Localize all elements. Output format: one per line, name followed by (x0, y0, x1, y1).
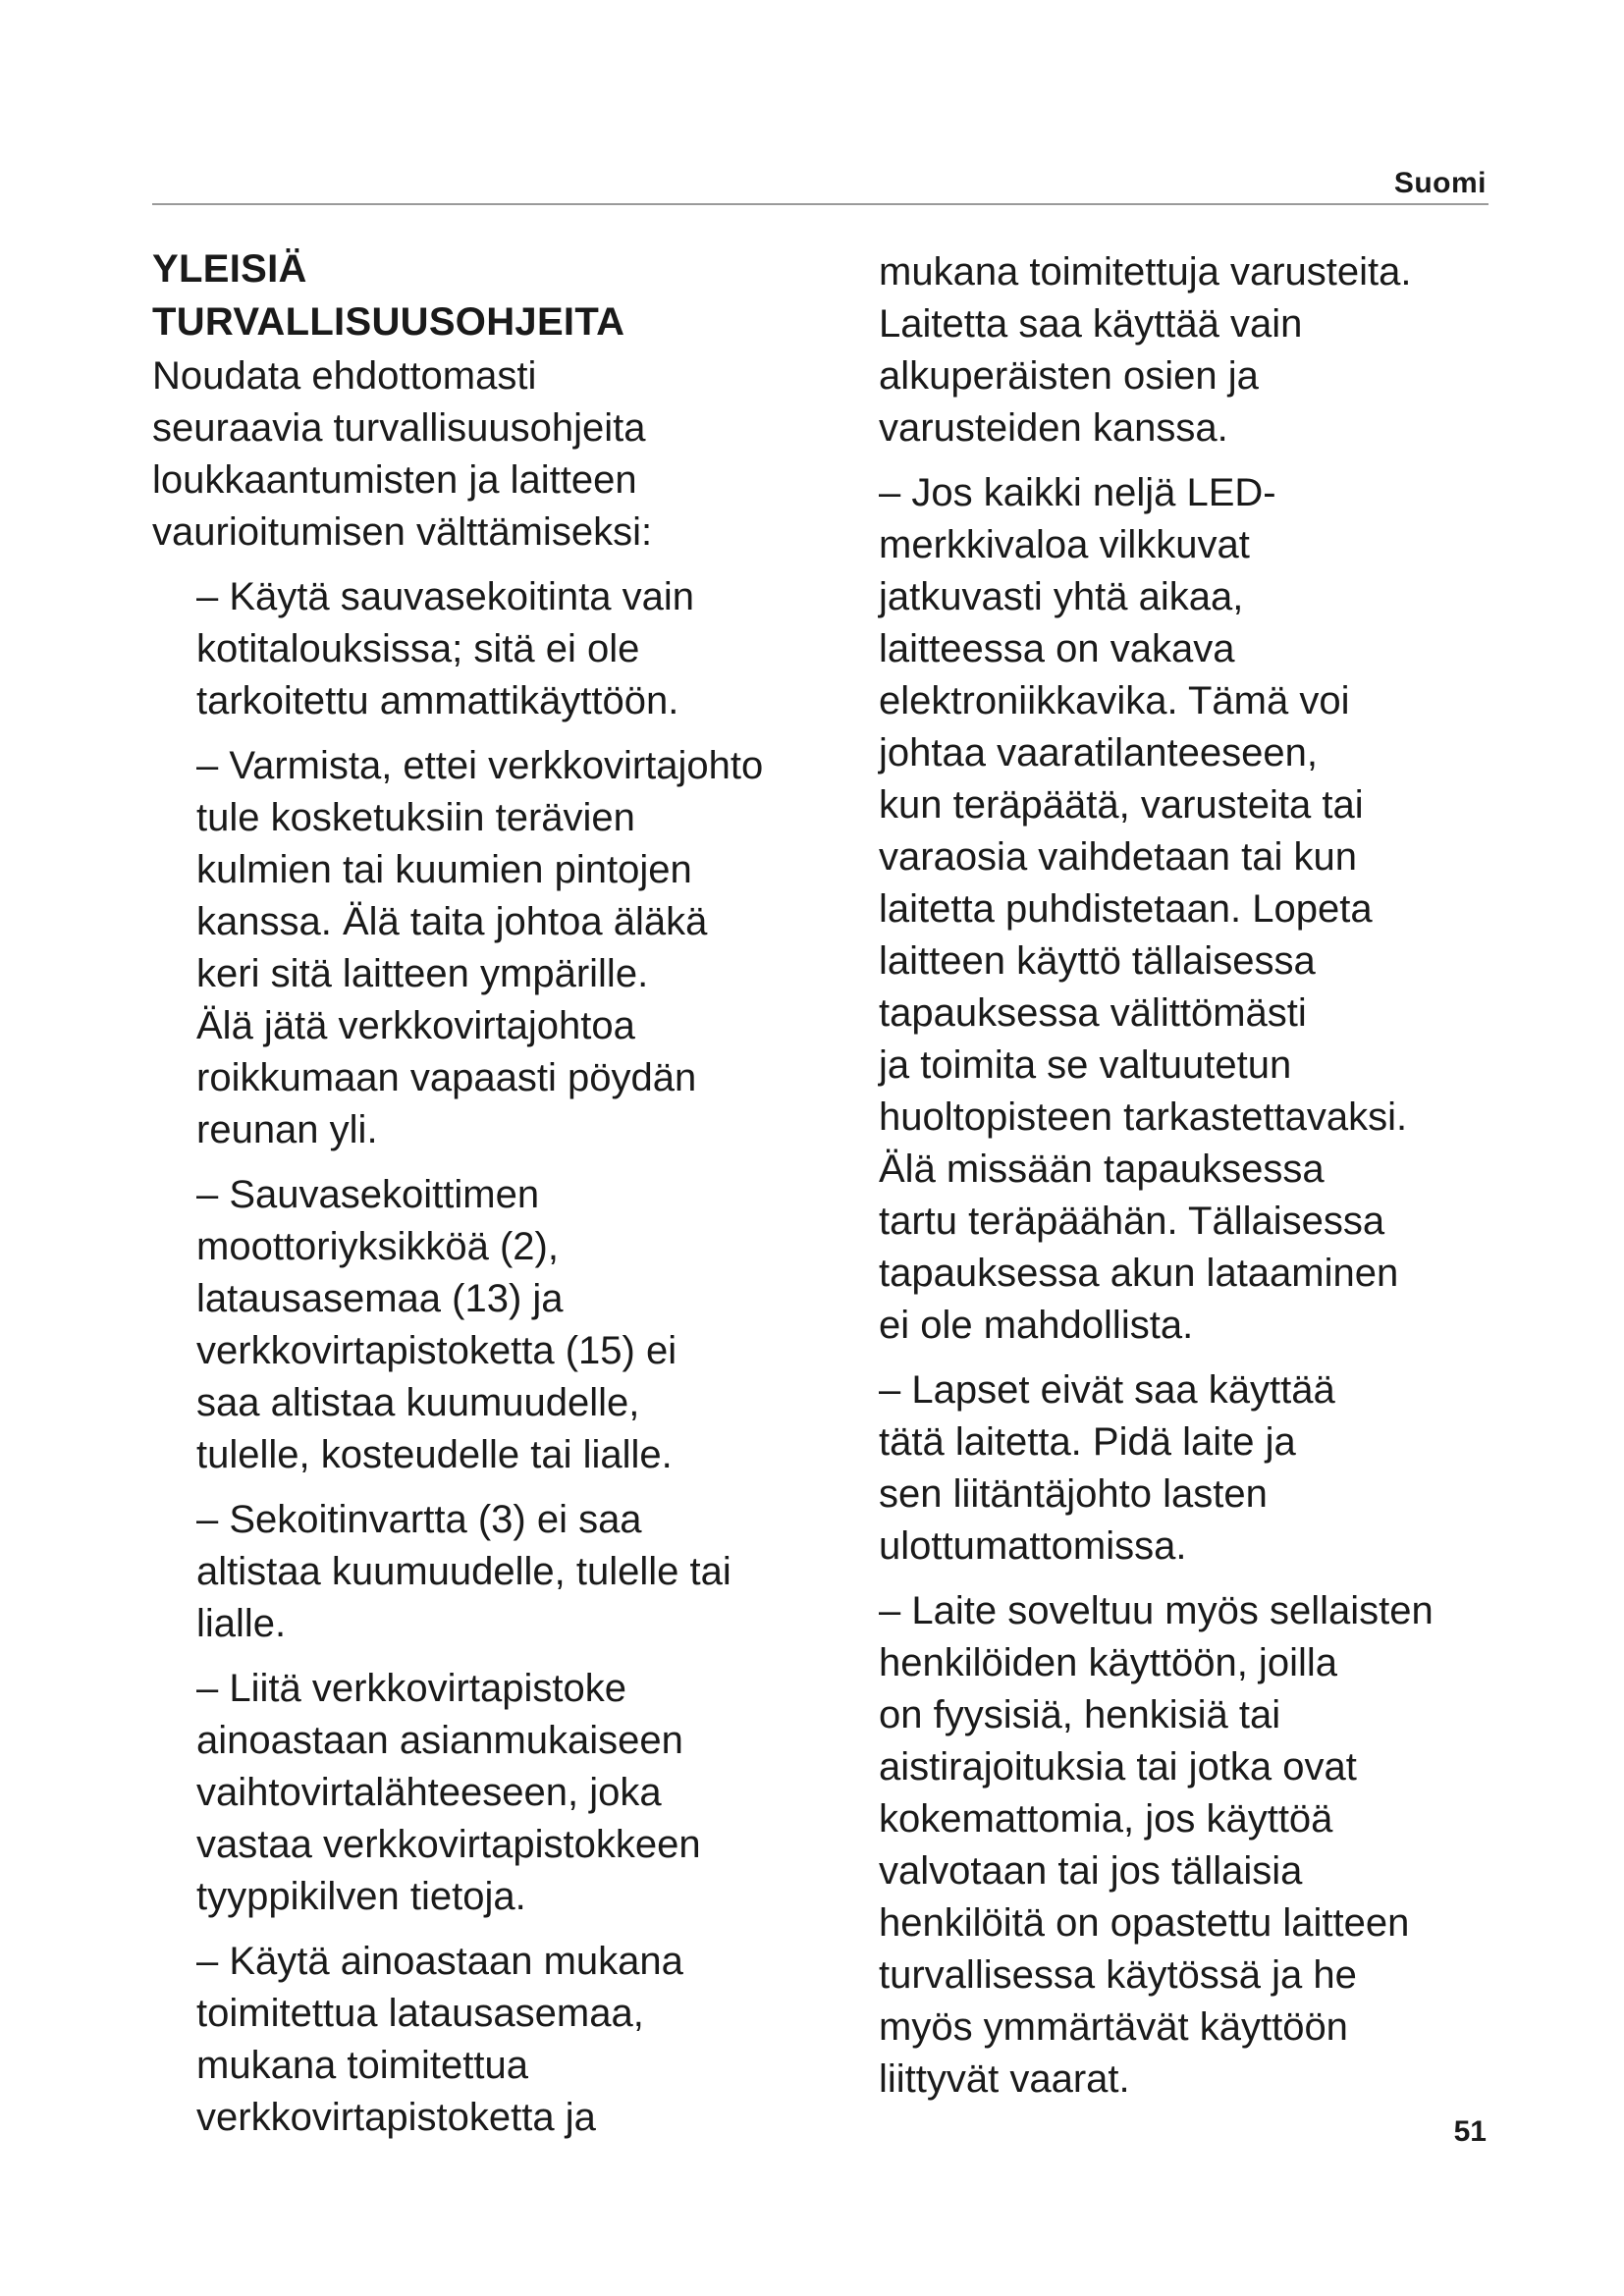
text-line: verkkovirtapistoketta (15) ei (196, 1329, 677, 1372)
text-line: vaurioitumisen välttämiseksi: (152, 510, 653, 554)
text-line: ainoastaan asianmukaiseen (196, 1719, 683, 1762)
safety-item (152, 1494, 839, 1650)
text-line: tartu teräpäähän. Tällaisessa (879, 1200, 1385, 1243)
text-line: laitteessa on vakava (879, 627, 1235, 670)
text-line: alkuperäisten osien ja (879, 354, 1259, 398)
text-line: kulmien tai kuumien pintojen (196, 848, 692, 891)
text-line: on fyysisiä, henkisiä tai (879, 1693, 1281, 1736)
text-line: – Liitä verkkovirtapistoke (196, 1667, 626, 1710)
safety-item (152, 571, 839, 727)
text-line: jatkuvasti yhtä aikaa, (879, 575, 1244, 618)
text-line: toimitettua latausasemaa, (196, 1992, 644, 2035)
text-line: aistirajoituksia tai jotka ovat (879, 1745, 1357, 1789)
text-line: seuraavia turvallisuusohjeita (152, 406, 646, 450)
text-line: vaihtovirtalähteeseen, joka (196, 1771, 662, 1814)
text-line: keri sitä laitteen ympärille. (196, 952, 649, 995)
text-line: henkilöitä on opastettu laitteen (879, 1901, 1410, 1945)
text-line: tule kosketuksiin terävien (196, 796, 635, 839)
intro-paragraph (152, 350, 839, 559)
text-line: tulelle, kosteudelle tai lialle. (196, 1433, 673, 1476)
text-line: turvallisessa käytössä ja he (879, 1953, 1357, 1997)
text-line: valvotaan tai jos tällaisia (879, 1849, 1303, 1893)
text-line: kanssa. Älä taita johtoa äläkä (196, 900, 708, 943)
text-line: sen liitäntäjohto lasten (879, 1472, 1268, 1516)
text-line: – Jos kaikki neljä LED- (879, 471, 1276, 514)
text-line: – Lapset eivät saa käyttää (879, 1368, 1335, 1412)
heading-line: TURVALLISUUSOHJEITA (152, 300, 625, 344)
section-heading (152, 242, 839, 348)
left-column (152, 242, 839, 2144)
text-line: reunan yli. (196, 1108, 378, 1151)
text-line: Älä missään tapauksessa (879, 1148, 1325, 1191)
safety-item (152, 1936, 839, 2144)
text-line: tyyppikilven tietoja. (196, 1875, 526, 1918)
text-line: tarkoitettu ammattikäyttöön. (196, 679, 679, 722)
text-line: latausasemaa (13) ja (196, 1277, 564, 1320)
text-line: Älä jätä verkkovirtajohtoa (196, 1004, 635, 1047)
safety-item (152, 1663, 839, 1923)
language-label: Suomi (1393, 167, 1487, 199)
safety-item (152, 1169, 839, 1481)
text-line: mukana toimitettua (196, 2044, 528, 2087)
text-line: vastaa verkkovirtapistokkeen (196, 1823, 701, 1866)
safety-item (879, 1364, 1517, 1573)
page-number: 51 (1453, 2115, 1487, 2148)
header-divider (152, 203, 1489, 205)
text-line: ulottumattomissa. (879, 1524, 1187, 1568)
text-line: verkkovirtapistoketta ja (196, 2096, 596, 2139)
text-line: merkkivaloa vilkkuvat (879, 523, 1250, 566)
text-line: liittyvät vaarat. (879, 2057, 1130, 2101)
text-line: altistaa kuumuudelle, tulelle tai (196, 1550, 731, 1593)
text-line: – Sauvasekoittimen (196, 1173, 540, 1216)
heading-line: YLEISIÄ (152, 247, 307, 291)
text-line: – Sekoitinvartta (3) ei saa (196, 1498, 642, 1541)
text-line: henkilöiden käyttöön, joilla (879, 1641, 1337, 1684)
text-line: ei ole mahdollista. (879, 1304, 1194, 1347)
safety-item (152, 740, 839, 1156)
text-line: – Käytä sauvasekoitinta vain (196, 575, 694, 618)
text-line: varaosia vaihdetaan tai kun (879, 835, 1357, 879)
text-line: tätä laitetta. Pidä laite ja (879, 1420, 1296, 1464)
text-line: mukana toimitettuja varusteita. (879, 250, 1412, 294)
text-line: moottoriyksikköä (2), (196, 1225, 559, 1268)
text-line: myös ymmärtävät käyttöön (879, 2005, 1348, 2049)
text-line: ja toimita se valtuutetun (879, 1043, 1292, 1087)
text-line: laitteen käyttö tällaisessa (879, 939, 1316, 983)
text-line: kun teräpäätä, varusteita tai (879, 783, 1364, 827)
safety-item (879, 467, 1517, 1352)
text-line: elektroniikkavika. Tämä voi (879, 679, 1350, 722)
text-line: – Varmista, ettei verkkovirtajohto (196, 744, 764, 787)
text-line: – Käytä ainoastaan mukana (196, 1940, 683, 1983)
text-line: saa altistaa kuumuudelle, (196, 1381, 640, 1424)
safety-item (879, 1585, 1517, 2106)
text-line: laitetta puhdistetaan. Lopeta (879, 887, 1373, 931)
text-line: kotitalouksissa; sitä ei ole (196, 627, 640, 670)
right-column (879, 246, 1517, 2106)
text-line: roikkumaan vapaasti pöydän (196, 1056, 697, 1099)
text-line: Noudata ehdottomasti (152, 354, 537, 398)
text-line: Laitetta saa käyttää vain (879, 302, 1303, 346)
text-line: tapauksessa akun lataaminen (879, 1252, 1399, 1295)
text-line: kokemattomia, jos käyttöä (879, 1797, 1333, 1841)
text-line: tapauksessa välittömästi (879, 991, 1307, 1035)
text-line: huoltopisteen tarkastettavaksi. (879, 1095, 1408, 1139)
text-line: johtaa vaaratilanteeseen, (879, 731, 1318, 774)
text-line: lialle. (196, 1602, 287, 1645)
text-line: – Laite soveltuu myös sellaisten (879, 1589, 1434, 1632)
continuation-paragraph (879, 246, 1517, 454)
text-line: varusteiden kanssa. (879, 406, 1228, 450)
text-line: loukkaantumisten ja laitteen (152, 458, 637, 502)
